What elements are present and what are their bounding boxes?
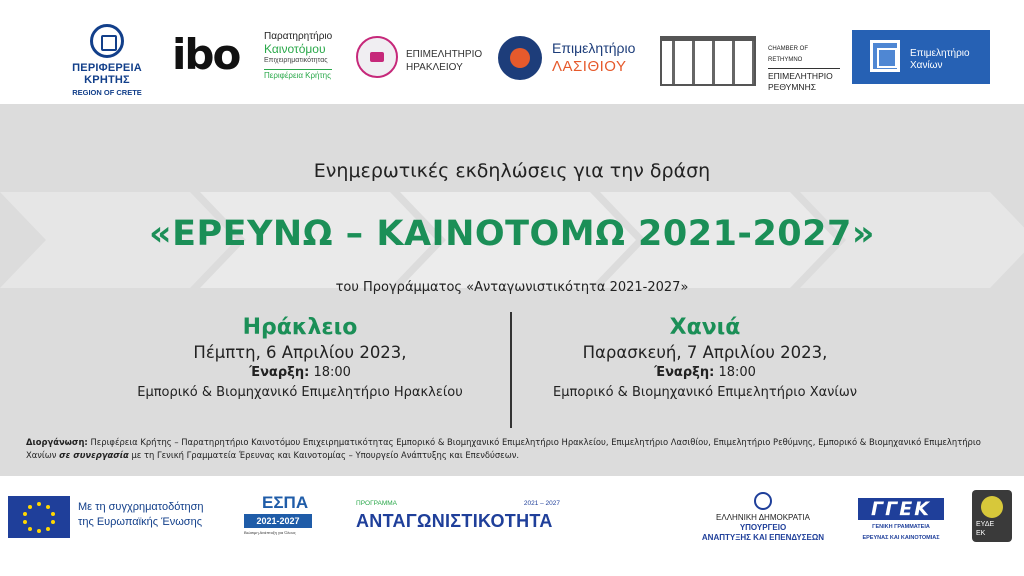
eyde-ek-logo [972,490,1012,542]
ant-main: ΑΝΤΑΓΩΝΙΣΤΙΚΟΤΗΤΑ [356,511,553,531]
ibo-line2: Καινοτόμου [264,42,326,56]
eyde-line2: ΕΚ [976,530,986,537]
crete-emblem-icon [90,24,124,58]
partner-logos-strip [0,0,1024,104]
heraklion-ship-icon [356,36,398,78]
heraklion-start-time: 18:00 [313,365,351,380]
chania-ebex-icon [870,40,900,72]
eu-line2: της Ευρωπαϊκής Ένωσης [78,516,202,528]
crete-logo-name: ΠΕΡΙΦΕΡΕΙΑ ΚΡΗΤΗΣ [72,62,142,86]
region-of-crete-logo [52,14,162,97]
lasithi-line2: ΛΑΣΙΘΙΟΥ [552,58,627,75]
chania-event-block [515,314,895,404]
gov-line1: ΕΛΛΗΝΙΚΗ ΔΗΜΟΚΡΑΤΙΑ [716,513,810,522]
organizers-label: Διοργάνωση: [26,437,88,447]
heraklion-line1: ΕΠΙΜΕΛΗΤΗΡΙΟ [406,49,483,60]
rethymno-line1: CHAMBER OF RETHYMNO [768,44,840,69]
heraklion-chamber-logo [356,14,496,90]
chania-line2: Χανίων [910,60,943,71]
eu-cofunding-text [78,500,204,530]
gov-line3: ΑΝΑΠΤΥΞΗΣ ΚΑΙ ΕΠΕΝΔΥΣΕΩΝ [701,533,825,542]
heraklion-start-label: Έναρξη: [249,365,310,380]
lasithi-line1: Επιμελητήριο [552,40,636,56]
event-intro-text: Ενημερωτικές εκδηλώσεις για την δράση [313,160,711,182]
chania-city: Χανιά [669,315,741,340]
organizers-text2: με τη Γενική Γραμματεία Έρευνας και Καινοτομίας – Υπουργείο Ανάπτυξης και Επενδύσεων. [131,450,520,460]
crete-logo-sub: REGION OF CRETE [72,88,142,97]
chania-start-time: 18:00 [718,365,756,380]
heraklion-city: Ηράκλειο [242,315,358,340]
ant-program-label: ΠΡΟΓΡΑΜΜΑ [356,500,398,507]
greek-crest-icon [754,492,772,510]
heraklion-line2: ΗΡΑΚΛΕΙΟΥ [406,62,463,73]
espa-years: 2021-2027 [244,514,312,528]
antagonistikotita-logo [356,500,560,532]
eyde-line1: ΕΥΔΕ [976,521,995,528]
espa-logo [244,494,312,542]
ministry-logo [688,492,838,543]
heraklion-date: Πέμπτη, 6 Απριλίου 2023, [193,343,407,362]
organizers-note [26,436,1006,462]
rethymno-building-icon [660,36,756,86]
ggek-mark: ΓΓΕΚ [858,498,944,520]
gov-line2: ΥΠΟΥΡΓΕΙΟ [739,523,787,532]
program-subtitle: του Προγράμματος «Ανταγωνιστικότητα 2021-2027» [335,280,689,295]
ibo-line4: Περιφέρεια Κρήτης [264,71,331,80]
organizers-emphasis: σε συνεργασία [59,450,129,460]
chania-start-label: Έναρξη: [654,365,715,380]
funding-logos-strip [0,476,1024,576]
event-panel [0,104,1024,476]
chania-chamber-logo [852,14,992,90]
eu-flag-icon [8,496,70,538]
events-divider [510,312,512,428]
eyde-fruit-icon [981,496,1003,518]
heraklion-start [90,364,510,382]
lasithi-chamber-logo [498,14,646,90]
ibo-line3: Επιχειρηματικότητας [264,57,328,64]
ggek-logo [858,498,944,542]
chania-venue: Εμπορικό & Βιομηχανικό Επιμελητήριο Χανίων [553,385,857,400]
ggek-line2: ΕΡΕΥΝΑΣ ΚΑΙ ΚΑΙΝΟΤΟΜΙΑΣ [862,535,940,541]
chania-start [515,364,895,382]
organizers-text1: Περιφέρεια Κρήτης – Παρατηρητήριο Καινοτόμου Επιχειρηματικότητας Εμπορικό & Βιομηχανικό Επιμελητήριο Ηρακλείου, Επιμελητήριο Λασιθίου, Επιμελητήριο Ρεθύμνης, Εμπορικό & Βιομηχανικό Επιμελητήριο Χανίων [26,437,981,460]
heraklion-venue: Εμπορικό & Βιομηχανικό Επιμελητήριο Ηρακλείου [137,385,463,400]
rethymno-line2: ΕΠΙΜΕΛΗΤΗΡΙΟ [768,71,833,81]
espa-sub: Βιώσιμη Ανάπτυξη για Όλους [244,530,296,535]
heraklion-event-block [90,314,510,404]
ant-years: 2021 – 2027 [523,500,560,507]
eu-line1: Με τη συγχρηματοδότηση [78,501,204,513]
rethymno-chamber-logo [660,14,840,90]
chania-line1: Επιμελητήριο [910,48,970,59]
rethymno-line3: ΡΕΘΥΜΝΗΣ [768,82,816,92]
ggek-line1: ΓΕΝΙΚΗ ΓΡΑΜΜΑΤΕΙΑ [872,524,930,530]
ibo-mark: ibo [172,30,240,79]
event-headline: «ΕΡΕΥΝΩ – ΚΑΙΝΟΤΟΜΩ 2021-2027» [149,214,875,254]
chania-date: Παρασκευή, 7 Απριλίου 2023, [582,343,828,362]
ibo-line1: Παρατηρητήριο [264,31,333,42]
espa-title: ΕΣΠΑ [262,493,309,512]
lasithi-gear-icon [498,36,542,80]
ibo-logo [172,14,342,90]
